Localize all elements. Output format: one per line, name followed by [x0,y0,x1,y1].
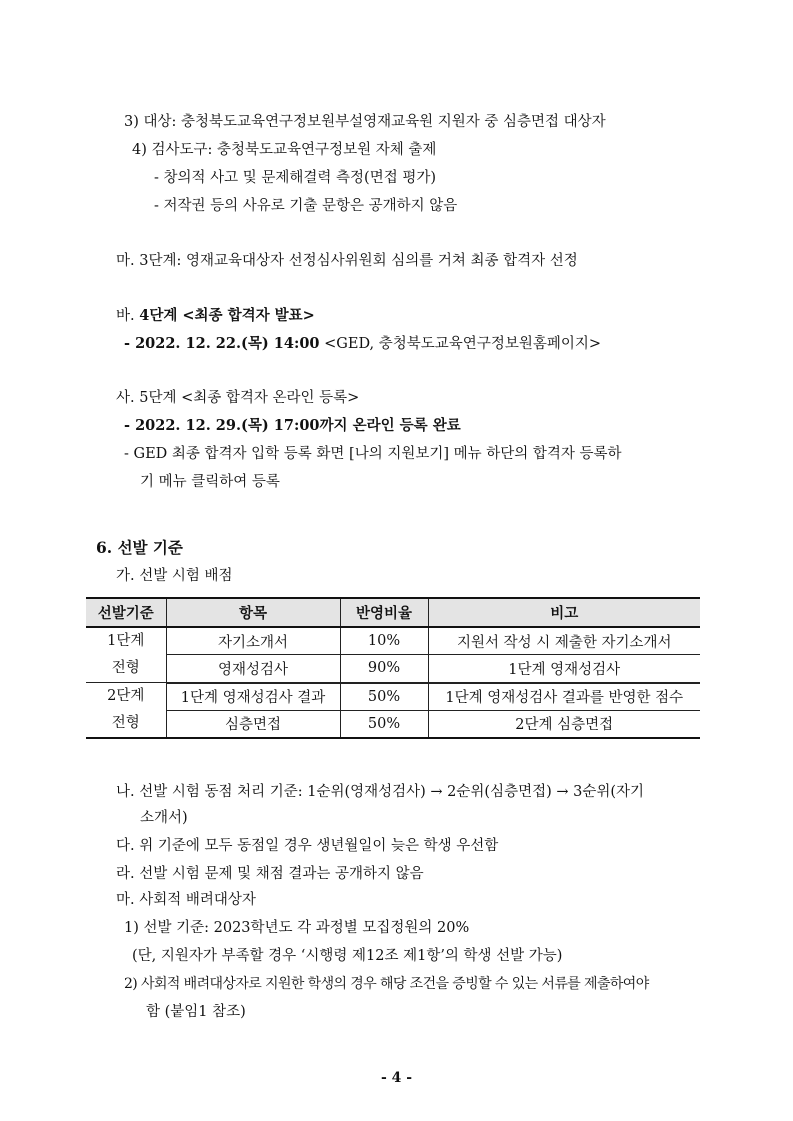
section-6-title: 6. 선발 기준 [96,538,183,557]
nondisclosure-line: 라. 선발 시험 문제 및 채점 결과는 공개하지 않음 [116,866,424,882]
stage5-heading: 사. 5단계 <최종 합격자 온라인 등록> [116,390,360,406]
stage3-line: 마. 3단계: 영재교육대상자 선정심사위원회 심의를 거쳐 최종 합격자 선정 [116,253,578,269]
selection-score-table [86,597,700,739]
stage4-title: 4단계 <최종 합격자 발표> [139,307,315,324]
header-note: 비고 [428,598,700,627]
item-cell: 영재성검사 [166,655,340,683]
ratio-cell: 90% [340,655,428,683]
social-criteria-line: 1) 선발 기준: 2023학년도 각 과정별 모집정원의 20% [124,920,470,936]
note-cell: 지원서 작성 시 제출한 자기소개서 [428,627,700,655]
note-cell: 1단계 영재성검사 결과를 반영한 점수 [428,683,700,711]
stage4-date: - 2022. 12. 22.(목) 14:00 [124,335,320,352]
stage1-label-a: 1단계 [107,633,145,649]
social-exception-line: (단, 지원자가 부족할 경우 ‘시행령 제12조 제1항’의 학생 선발 가능) [132,948,563,964]
ratio-cell: 10% [340,627,428,655]
note-cell: 2단계 심층면접 [428,710,700,738]
social-document-line-1: 2) 사회적 배려대상자로 지원한 학생의 경우 해당 조건을 증빙할 수 있는 서류를 제출하여야 [124,976,649,992]
header-item: 항목 [166,598,340,627]
score-allocation-heading: 가. 선발 시험 배점 [116,568,233,584]
item-cell: 심층면접 [166,710,340,738]
item-cell: 1단계 영재성검사 결과 [166,683,340,711]
header-criteria: 선발기준 [86,598,166,627]
stage2-cell [86,683,166,739]
birthdate-rule-line: 다. 위 기준에 모두 동점일 경우 생년월일이 늦은 학생 우선함 [116,838,499,854]
stage5-instruction-2: 기 메뉴 클릭하여 등록 [140,474,280,490]
table-row [86,683,700,711]
item-cell: 자기소개서 [166,627,340,655]
target-line: 3) 대상: 충청북도교육연구정보원부설영재교육원 지원자 중 심층면접 대상자 [124,114,606,130]
table-row [86,710,700,738]
social-consideration-heading: 마. 사회적 배려대상자 [116,892,256,908]
stage2-label-a: 2단계 [107,688,145,704]
table-header-row [86,598,700,627]
social-document-line-2: 함 (붙임1 참조) [146,1004,246,1020]
table-row [86,627,700,655]
stage2-label-b: 전형 [111,715,140,731]
stage4-date-line [124,334,601,354]
header-ratio: 반영비율 [340,598,428,627]
note-cell: 1단계 영재성검사 [428,655,700,683]
page-number: - 4 - [380,1070,413,1086]
tiebreak-line-1: 나. 선발 시험 동점 처리 기준: 1순위(영재성검사) → 2순위(심층면접) → 3순위(자기 [116,784,645,800]
table-row [86,655,700,683]
test-tool-detail-2: - 저작권 등의 사유로 기출 문항은 공개하지 않음 [154,198,458,214]
stage1-cell [86,627,166,683]
stage4-prefix: 바. [116,308,140,324]
stage5-instruction-1: - GED 최종 합격자 입학 등록 화면 [나의 지원보기] 메뉴 하단의 합격자 등록하 [124,446,622,462]
test-tool-detail-1: - 창의적 사고 및 문제해결력 측정(면접 평가) [154,170,436,186]
stage5-deadline: - 2022. 12. 29.(목) 17:00까지 온라인 등록 완료 [124,417,461,434]
stage1-label-b: 전형 [111,660,140,676]
stage4-heading [116,306,315,326]
tiebreak-line-2: 소개서) [140,810,188,826]
ratio-cell: 50% [340,710,428,738]
ratio-cell: 50% [340,683,428,711]
test-tool-line: 4) 검사도구: 충청북도교육연구정보원 자체 출제 [132,142,437,158]
stage4-location: <GED, 충청북도교육연구정보원홈페이지> [319,336,602,352]
